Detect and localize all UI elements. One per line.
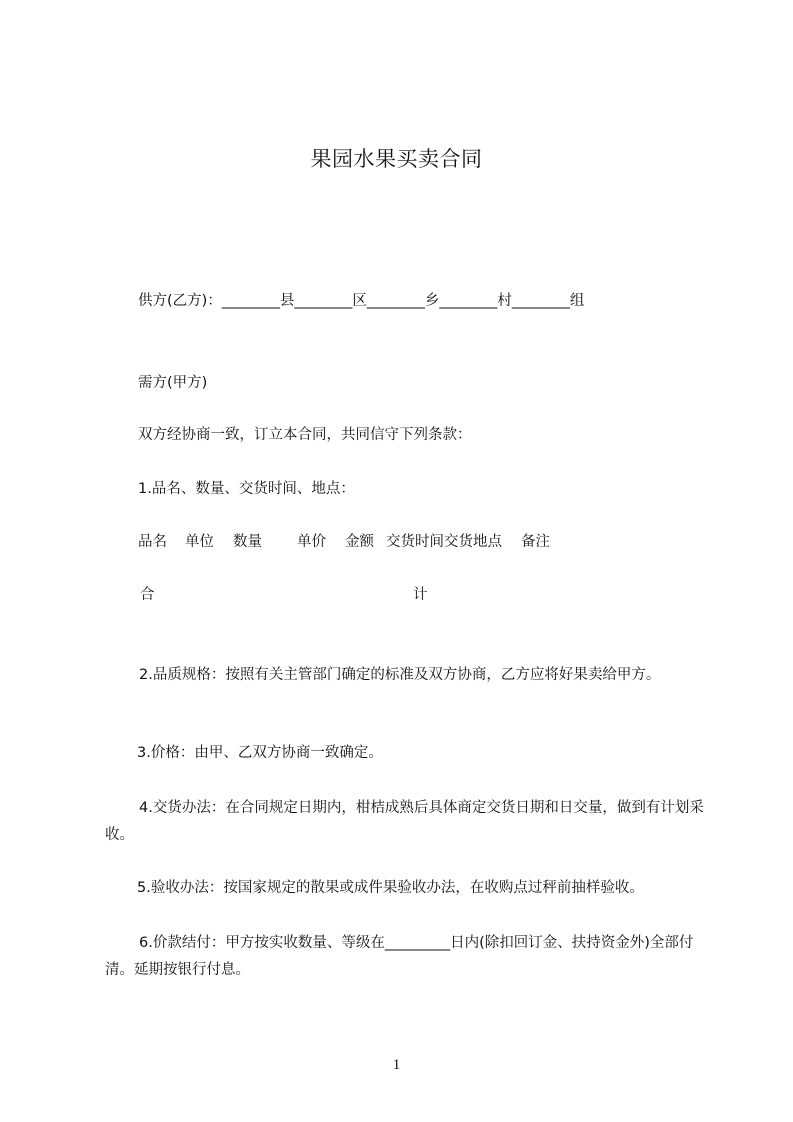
clause-6: 6.价款结付：甲方按实收数量、等级在_________日内(除扣回订金、扶持资金外)全部付清。延期按银行付息。 <box>105 935 694 978</box>
clause-4: 4.交货办法：在合同规定日期内，柑桔成熟后具体商定交货日期和日交量，做到有计划采收。 <box>105 800 704 843</box>
total-label-left: 合 <box>140 587 155 603</box>
clause-1-heading: 1.品名、数量、交货时间、地点： <box>138 481 355 497</box>
table-header-cell: 金额 <box>345 534 374 550</box>
supplier-line: 供方(乙方)：________县________区________乡________村________组 <box>138 293 585 309</box>
table-header-cell: 单价 <box>297 534 326 550</box>
clause-2: 2.品质规格：按照有关主管部门确定的标准及双方协商，乙方应将好果卖给甲方。 <box>139 667 661 683</box>
table-header-cell: 品名 <box>138 534 167 550</box>
buyer-line: 需方(甲方) <box>138 375 208 391</box>
document-title: 果园水果买卖合同 <box>310 147 483 171</box>
table-header-cell: 数量 <box>233 534 262 550</box>
table-header-cell: 备注 <box>521 534 550 550</box>
clause-5: 5.验收办法：按国家规定的散果或成件果验收办法，在收购点过秤前抽样验收。 <box>137 880 644 896</box>
table-header-cell: 单位 <box>185 534 214 550</box>
intro-text: 双方经协商一致，订立本合同，共同信守下列条款： <box>138 427 472 443</box>
clause-3: 3.价格：由甲、乙双方协商一致确定。 <box>137 745 383 761</box>
total-label-right: 计 <box>413 587 428 603</box>
table-header-cell: 交货时间交货地点 <box>386 534 502 550</box>
page-number: 1 <box>392 1057 401 1073</box>
